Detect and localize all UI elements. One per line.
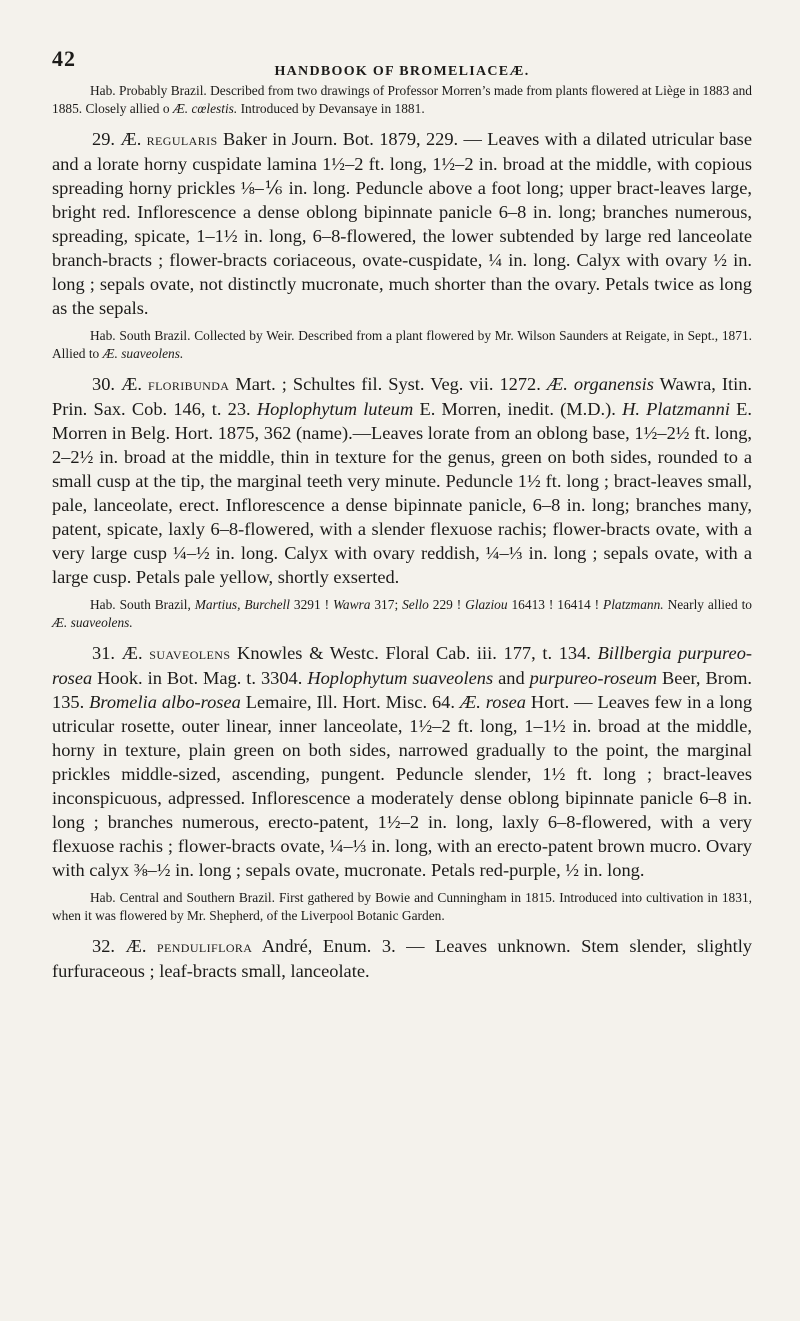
running-head: HANDBOOK OF BROMELIACEÆ. bbox=[274, 64, 530, 79]
species-entry-31: 31. Æ. suaveolens Knowles & Westc. Floral Cab. iii. 177, t. 134. Billbergia purpureo-rosea Hook. in Bot. Mag. t. 3304. Hoplophytum suaveolens and purpureo-roseum Beer, Brom. 135. Bromelia albo-rosea Lemaire, Ill. Hort. Misc. 64. Æ. rosea Hort. — Leaves few in a long utricular rosette, outer linear, inner lanceolate, 1½–2 ft. long, 1–1½ in. broad at the middle, horny in texture, plain green on both sides, narrowed gradually to the point, the marginal prickles middle-sized, ascending, pungent. Peduncle slender, 1½ ft. long ; bract-leaves inconspicuous, adpressed. Inflorescence a moderately dense oblong bipinnate panicle 6–8 in. long ; branches numerous, erecto-patent, 1½–2 in. long, laxly 6–8-flowered, with a very flexuose rachis ; flower-bracts ovate, ¼–⅓ in. long, with an erecto-patent brown mucro. Ovary with calyx ⅜–½ in. long ; sepals ovate, mucronate. Petals red-purple, ½ in. long. bbox=[52, 643, 753, 880]
species-entry-30: 30. Æ. floribunda Mart. ; Schultes fil. Syst. Veg. vii. 1272. Æ. organensis Wawra, Itin. Prin. Sax. Cob. 146, t. 23. Hoplophytum luteum E. Morren, inedit. (M.D.). H. Platzmanni E. Morren in Belg. Hort. 1875, 362 (name).—Leaves lorate from an oblong base, 1½–2½ ft. long, 2–2½ in. broad at the middle, thin in texture for the genus, green on both sides, rounded to a small cusp at the tip, the marginal teeth very minute. Peduncle 1½ ft. long ; bract-leaves small, pale, lanceolate, erect. Inflorescence a dense bipinnate panicle, 6–8 in. long; branches many, patent, spicate, laxly 6–8-flowered, with a slender flexuose rachis; flower-bracts ovate, with a very large cusp ¼–½ in. long. Calyx with ovary reddish, ¼–⅓ in. long ; sepals ovate, with a large cusp. Petals pale yellow, shortly exserted. bbox=[52, 374, 752, 587]
page-header bbox=[52, 46, 752, 82]
book-page bbox=[52, 46, 752, 983]
page-number: 42 bbox=[52, 46, 76, 71]
habitat-note-30: Hab. South Brazil, Martius, Burchell 3291 ! Wawra 317; Sello 229 ! Glaziou 16413 ! 16414 ! Platzmann. Nearly allied to Æ. suaveolens. bbox=[52, 597, 752, 630]
species-entry-32: 32. Æ. penduliflora André, Enum. 3. — Leaves unknown. Stem slender, slightly furfuraceous ; leaf-bracts small, lanceolate. bbox=[52, 936, 752, 981]
habitat-note-31: Hab. Central and Southern Brazil. First gathered by Bowie and Cunningham in 1815. Introduced into cultivation in 1831, when it was flowered by Mr. Shepherd, of the Liverpool Botanic Garden. bbox=[52, 890, 752, 923]
species-entry-29: 29. Æ. regularis Baker in Journ. Bot. 1879, 229. — Leaves with a dilated utricular base and a lorate horny cuspidate lamina 1½–2 ft. long, 1½–2 in. broad at the middle, with copious spreading horny prickles ⅛–⅙ in. long. Peduncle above a foot long; upper bract-leaves large, bright red. Inflorescence a dense oblong bipinnate panicle 6–8 in. long; branches numerous, spreading, spicate, 1–1½ in. long, 6–8-flowered, the lower subtended by large red lanceolate branch-bracts ; flower-bracts coriaceous, ovate-cuspidate, ¼ in. long. Calyx with ovary ½ in. long ; sepals ovate, not distinctly mucronate, much shorter than the ovary. Petals twice as long as the sepals. bbox=[52, 129, 752, 318]
habitat-note-29: Hab. South Brazil. Collected by Weir. Described from a plant flowered by Mr. Wilson Saunders at Reigate, in Sept., 1871. Allied to Æ. suaveolens. bbox=[52, 328, 752, 361]
habitat-note-continued: Hab. Probably Brazil. Described from two drawings of Professor Morren’s made from plants flowered at Liège in 1883 and 1885. Closely allied o Æ. cœlestis. Introduced by Devansaye in 1881. bbox=[52, 83, 752, 116]
